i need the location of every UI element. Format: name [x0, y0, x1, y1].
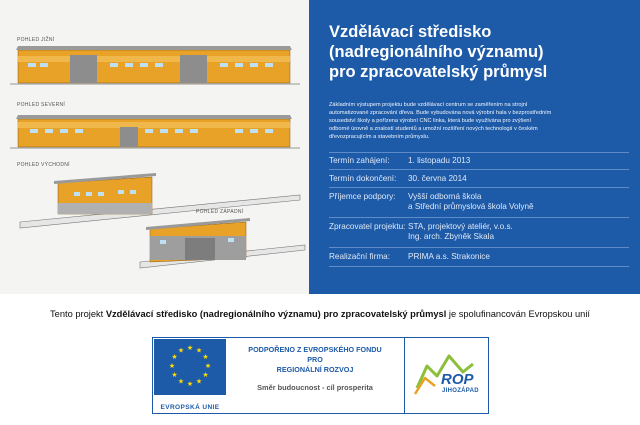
description-line: automatizované zpracování dřeva. Bude vybudována nová výrobní hala v bezprostředním — [329, 110, 552, 117]
view-label-north: POHLED SEVERNÍ — [17, 102, 66, 108]
divider — [329, 187, 629, 188]
svg-text:★: ★ — [186, 344, 194, 352]
eu-label: EVROPSKÁ UNIE — [160, 404, 220, 411]
info-key: Příjemce podpory: — [329, 192, 396, 201]
east-elevation — [20, 173, 300, 228]
info-key: Realizační firma: — [329, 252, 390, 261]
info-value: 1. listopadu 2013 — [408, 156, 471, 165]
svg-text:★: ★ — [168, 362, 176, 370]
info-value: 30. června 2014 — [408, 174, 467, 183]
info-panel — [309, 0, 640, 294]
project-title — [329, 22, 629, 82]
info-value: a Střední průmyslová škola Volyně — [408, 202, 534, 211]
svg-text:★: ★ — [202, 353, 209, 361]
statement-suffix: je spolufinancován Evropskou unií — [446, 309, 590, 319]
description-line: dřevozpracujícím a stavebním průmyslu. — [329, 134, 430, 141]
view-label-east: POHLED VÝCHODNÍ — [17, 162, 70, 168]
fund-line: PRO — [307, 355, 323, 364]
statement-project-name: Vzdělávací středisko (nadregionálního významu) pro zpracovatelský průmysl — [105, 309, 447, 319]
svg-text:★: ★ — [177, 377, 185, 386]
svg-text:★: ★ — [171, 353, 178, 361]
elevation-drawings-svg — [0, 0, 309, 294]
fund-line: REGIONÁLNÍ ROZVOJ — [276, 365, 354, 374]
cofinancing-statement — [0, 309, 640, 319]
statement-prefix: Tento projekt — [50, 309, 106, 319]
rop-region: JIHOZÁPAD — [442, 388, 479, 394]
info-value: Vyšší odborná škola — [408, 192, 482, 201]
elevation-drawings — [0, 0, 309, 294]
west-elevation — [140, 218, 305, 268]
divider — [329, 247, 629, 248]
rop-title: ROP — [441, 371, 474, 388]
view-label-south: POHLED JIŽNÍ — [17, 37, 55, 43]
divider — [329, 217, 629, 218]
svg-text:★: ★ — [195, 346, 203, 355]
svg-text:★: ★ — [195, 377, 203, 386]
eu-stars-icon — [154, 339, 226, 395]
erdf-statement — [226, 337, 404, 414]
divider — [329, 152, 629, 153]
title-line: pro zpracovatelský průmysl — [329, 63, 548, 81]
divider — [329, 266, 629, 267]
description-line: odborné úrovně a znalostí studentů a umožní rozšíření nových technologií v českém — [329, 126, 538, 133]
svg-text:★: ★ — [204, 362, 212, 370]
eu-flag — [154, 339, 226, 395]
rop-logo — [404, 337, 489, 414]
svg-text:★: ★ — [186, 380, 194, 388]
fund-motto: Směr budoucnost - cíl prosperita — [257, 383, 373, 392]
title-line: (nadregionálního významu) — [329, 43, 544, 61]
title-line: Vzdělávací středisko — [329, 23, 492, 41]
info-value: Ing. arch. Zbyněk Skala — [408, 232, 495, 241]
project-description — [329, 101, 627, 141]
view-label-west: POHLED ZÁPADNÍ — [196, 209, 244, 215]
eu-logo — [152, 337, 228, 414]
north-elevation — [10, 115, 300, 148]
info-key: Termín zahájení: — [329, 156, 390, 165]
fund-line: PODPOŘENO Z EVROPSKÉHO FONDU — [248, 345, 382, 354]
info-key: Zpracovatel projektu: — [329, 222, 406, 231]
info-value: STA, projektový ateliér, v.o.s. — [408, 222, 513, 231]
description-line: Základním výstupem projektu bude vzdělávací centrum se zaměřením na strojní — [329, 102, 528, 108]
description-line: sousedství školy a pořízena výrobní CNC linka, která bude využívána pro zvýšení — [329, 118, 532, 125]
divider — [329, 169, 629, 170]
info-key: Termín dokončení: — [329, 174, 397, 183]
svg-text:★: ★ — [202, 371, 209, 379]
south-elevation — [10, 46, 300, 84]
svg-text:★: ★ — [171, 371, 178, 379]
svg-text:★: ★ — [177, 346, 185, 355]
info-value: PRIMA a.s. Strakonice — [408, 252, 490, 261]
